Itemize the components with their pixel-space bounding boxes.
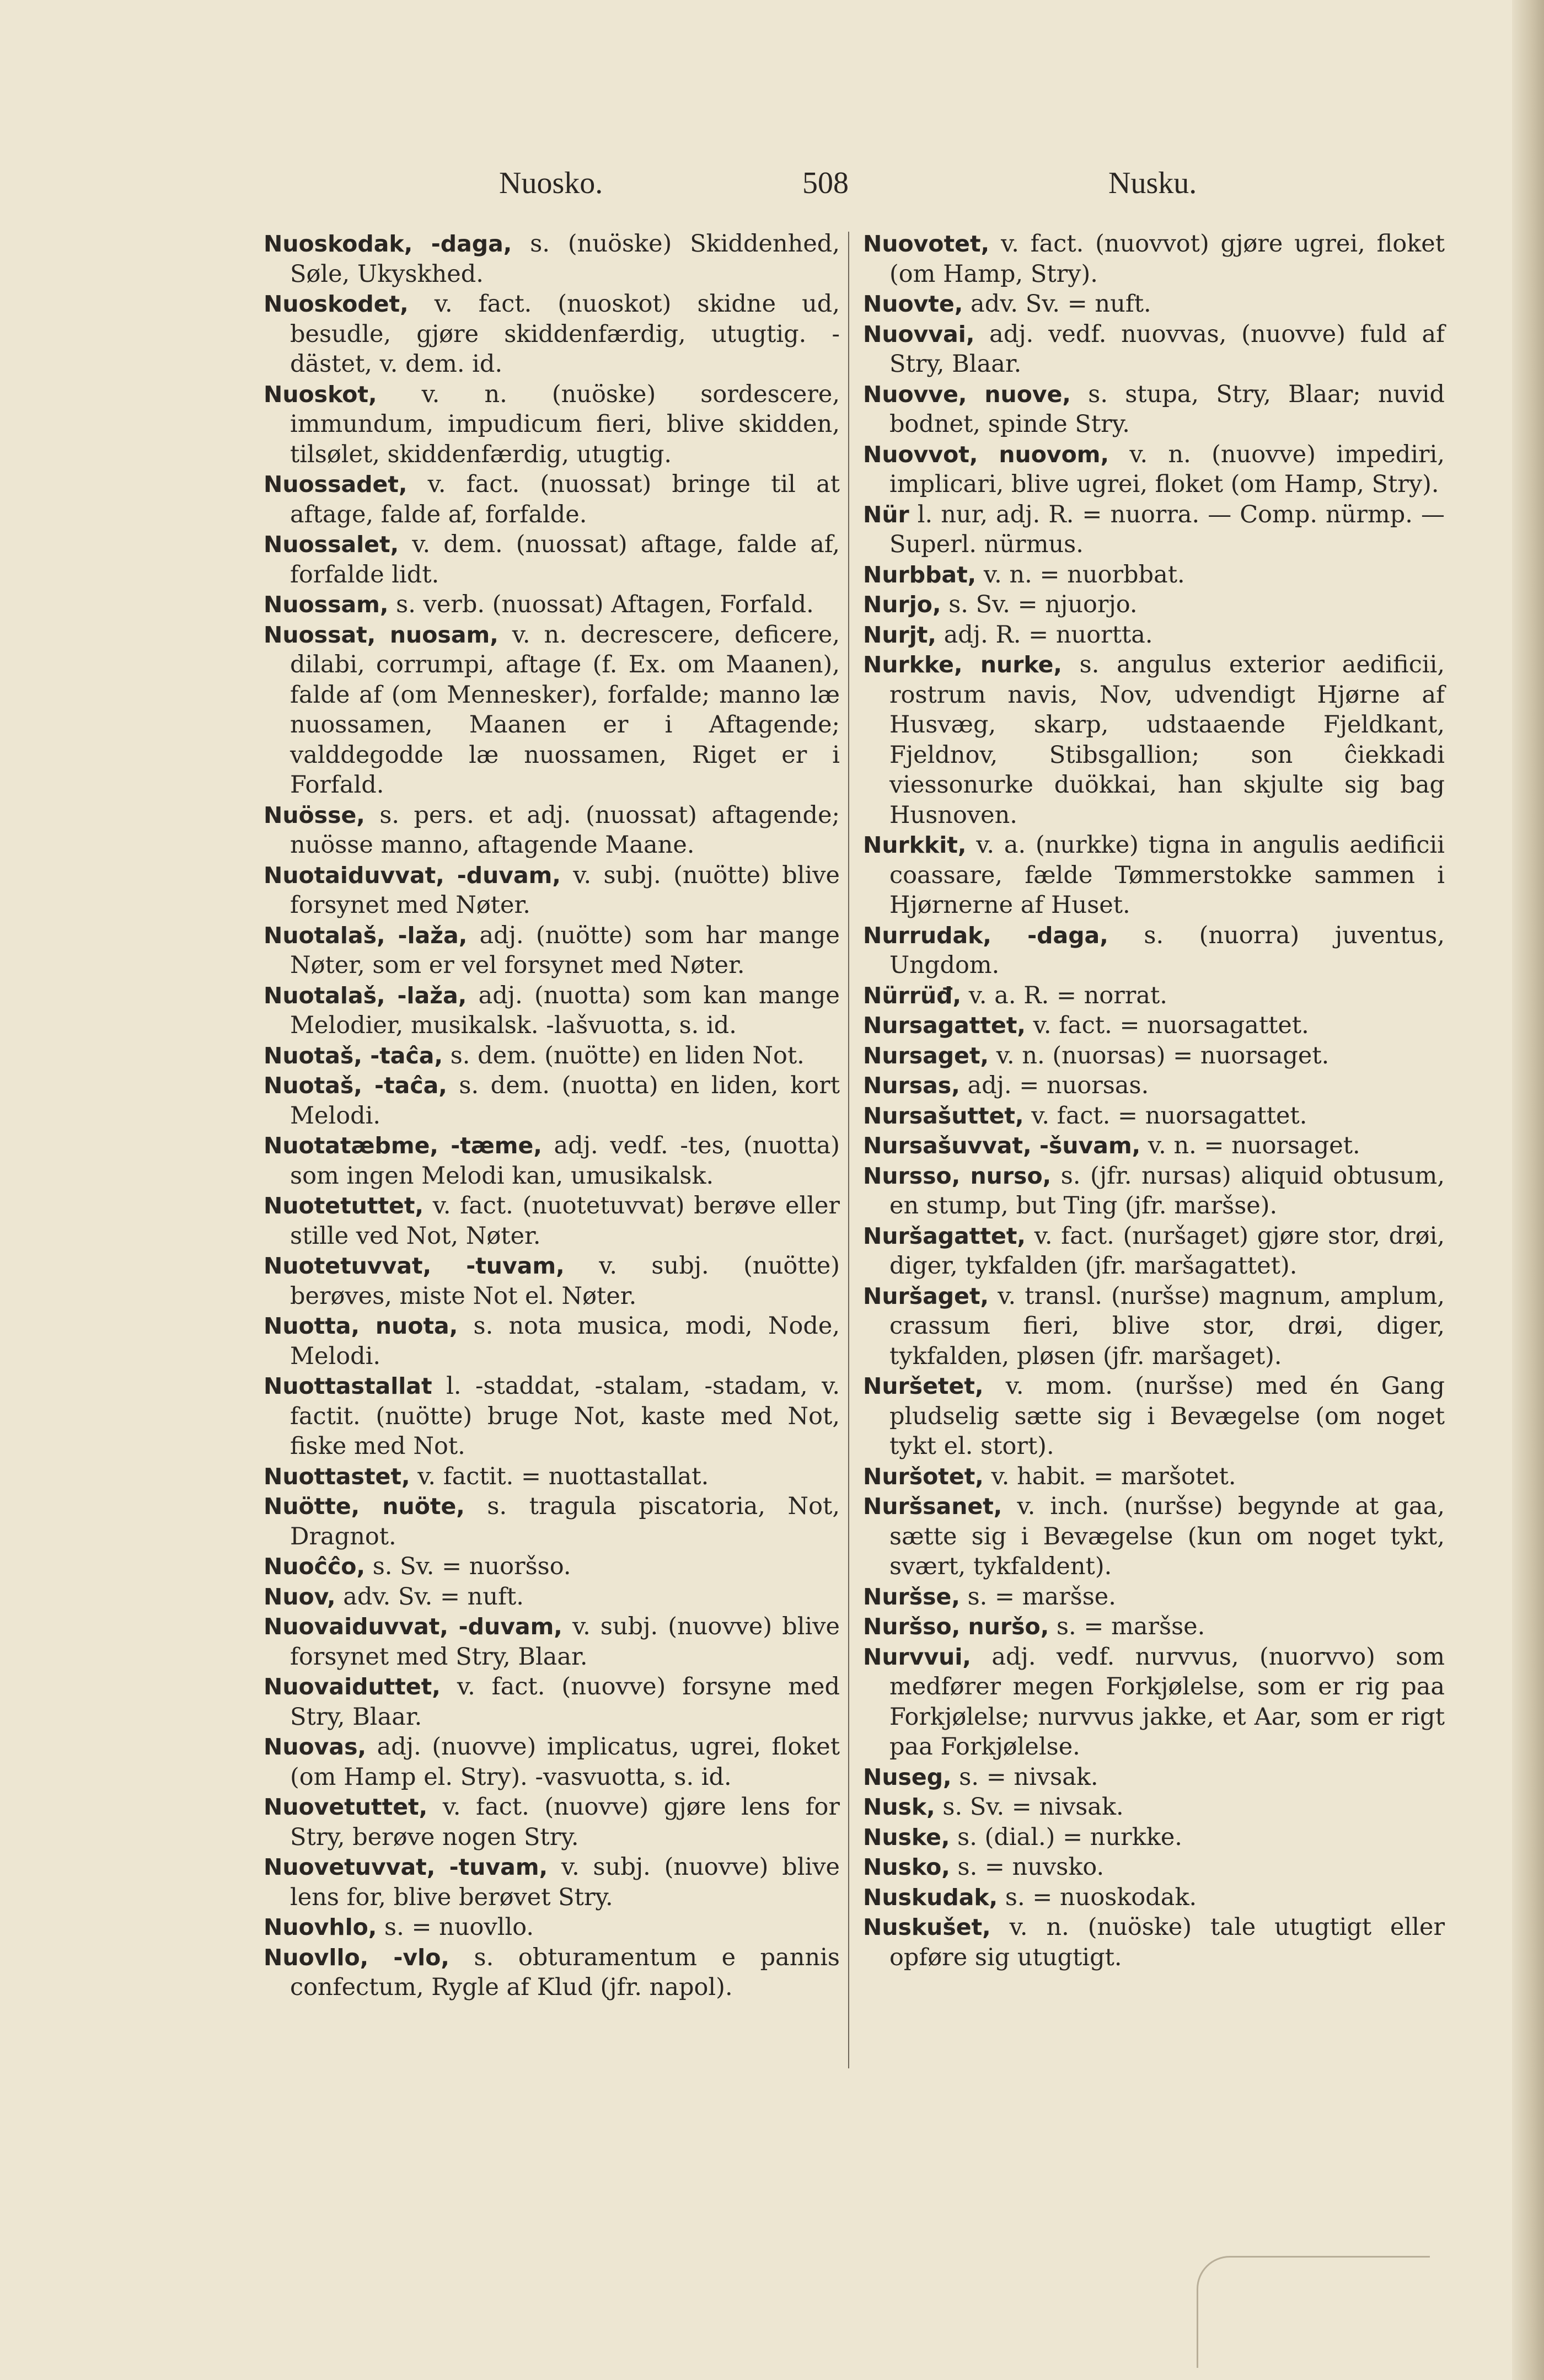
dictionary-entry [264,530,840,590]
entry-definition: s. (nuöske) Skiddenhed, Søle, Ukyskhed. [290,230,840,288]
entry-definition: v. transl. (nuršse) magnum, amplum, crassum fieri, blive stor, drøi, diger, tykfalden, pløsen (jfr. maršaget). [889,1282,1445,1370]
entry-definition: v. fact. (nuoskot) skidne ud, besudle, gjøre skiddenfærdig, utugtig. -dästet, v. dem. id. [290,290,840,378]
entry-headword: Nusko, [863,1854,950,1880]
entry-definition: v. n. = nuorsaget. [1140,1132,1360,1159]
entry-headword: Nuovvot, nuovom, [863,441,1109,468]
entry-definition: s. Sv. = nivsak. [935,1793,1124,1821]
entry-definition: adv. Sv. = nuft. [963,290,1151,318]
entry-headword: Nuoskodak, -daga, [264,231,512,257]
entry-definition: v. n. (nuöske) tale utugtigt eller opføre sig utugtigt. [889,1913,1445,1971]
entry-headword: Nuotalaš, -laža, [264,922,468,949]
page-corner-mark [1197,2256,1430,2368]
entry-definition: v. fact. (nuovve) gjøre lens for Stry, berøve nogen Stry. [290,1793,840,1851]
dictionary-entry [863,1131,1445,1161]
entry-headword: Nuossadet, [264,471,408,498]
entry-headword: Nurvvui, [863,1643,971,1670]
dictionary-entry [863,560,1445,590]
entry-definition: v. subj. (nuovve) blive lens for, blive berøvet Stry. [290,1853,840,1911]
entry-definition: v. fact. (nuovve) forsyne med Stry, Blaar. [290,1673,840,1731]
dictionary-entry [264,1912,840,1943]
entry-headword: Nuovhlo, [264,1914,377,1940]
entry-headword: Nuoskot, [264,381,377,408]
dictionary-entry [863,379,1445,440]
left-column [264,229,840,2003]
entry-headword: Nursso, nurso, [863,1162,1052,1189]
entry-definition: s. = nuvsko. [950,1853,1105,1881]
entry-headword: Nuovve, nuove, [863,381,1071,408]
entry-headword: Nuovte, [863,291,963,317]
entry-headword: Nuskudak, [863,1884,998,1911]
entry-headword: Nuoĉĉo, [264,1553,366,1580]
dictionary-entry [863,229,1445,289]
dictionary-entry [863,981,1445,1011]
entry-headword: Nuske, [863,1823,950,1850]
entry-definition: adj. vedf. nuovvas, (nuovve) fuld af Stry, Blaar. [889,320,1445,378]
dictionary-entry [863,1762,1445,1793]
entry-definition: v. factit. = nuottastallat. [410,1462,709,1490]
dictionary-entry [264,800,840,860]
entry-definition: v. fact. (nuršaget) gjøre stor, drøi, diger, tykfalden (jfr. maršagattet). [889,1222,1445,1280]
dictionary-entry [264,860,840,921]
entry-definition: v. mom. (nuršse) med én Gang pludselig sætte sig i Bevægelse (om noget tykt el. stort). [889,1372,1445,1460]
header-left-word: Nuosko. [499,166,603,200]
dictionary-entry [863,1582,1445,1612]
dictionary-entry [863,1642,1445,1762]
entry-headword: Nuovvai, [863,320,975,347]
entry-headword: Nuotetuttet, [264,1192,424,1219]
dictionary-entry [264,590,840,620]
dictionary-entry [863,620,1445,650]
entry-headword: Nuovetuvvat, -tuvam, [264,1854,548,1880]
entry-headword: Nursašuttet, [863,1102,1024,1129]
entry-definition: s. (jfr. nursas) aliquid obtusum, en stump, but Ting (jfr. maršse). [889,1162,1445,1220]
dictionary-entry [863,1822,1445,1853]
entry-headword: Nuovas, [264,1734,367,1760]
dictionary-entry [863,1101,1445,1131]
entry-definition: l. nur, adj. R. = nuorra. — Comp. nürmp. — Superl. nürmus. [889,500,1445,558]
entry-headword: Nuotetuvvat, -tuvam, [264,1253,565,1279]
dictionary-entry [264,1491,840,1552]
dictionary-entry [863,921,1445,981]
entry-headword: Nuotaš, -taĉa, [264,1072,447,1099]
dictionary-entry [264,1041,840,1071]
entry-headword: Nuršotet, [863,1463,984,1490]
entry-headword: Nuovaiduvvat, -duvam, [264,1613,562,1640]
entry-definition: s. tragula piscatoria, Not, Dragnot. [290,1493,840,1550]
entry-definition: l. -staddat, -stalam, -stadam, v. factit. (nuötte) bruge Not, kaste med Not, fiske med Not. [290,1372,840,1460]
entry-definition: v. fact. (nuovvot) gjøre ugrei, floket (om Hamp, Stry). [889,230,1445,288]
entry-definition: s. verb. (nuossat) Aftagen, Forfald. [388,591,814,618]
entry-definition: s. (dial.) = nurkke. [950,1823,1182,1851]
entry-definition: s. pers. et adj. (nuossat) aftagende; nuösse manno, aftagende Maane. [290,801,840,859]
page-number: 508 [802,166,849,200]
dictionary-entry [264,1732,840,1792]
entry-headword: Nuossalet, [264,531,399,558]
dictionary-entry [863,1882,1445,1913]
entry-definition: v. n. (nuorsas) = nuorsaget. [989,1041,1329,1069]
entry-definition: v. fact. (nuotetuvvat) berøve eller stille ved Not, Nøter. [290,1192,840,1250]
entry-headword: Nuovllo, -vlo, [264,1944,449,1971]
dictionary-entry [264,1462,840,1492]
dictionary-entry [863,1852,1445,1882]
entry-definition: s. Sv. = nuoršso. [365,1553,571,1580]
entry-definition: adj. vedf. nurvvus, (nuorvvo) som medfører megen Forkjølelse, som er rig paa Forkjølelse; nurvvus jakke, et Aar, som er rigt paa Forkjølelse. [889,1643,1445,1761]
entry-definition: v. n. (nuöske) sordescere, immundum, impudicum fieri, blive skidden, tilsølet, skiddenfærdig, utugtig. [290,380,840,468]
dictionary-entry [863,830,1445,921]
entry-headword: Nuotta, nuota, [264,1313,458,1339]
entry-headword: Nursas, [863,1072,960,1099]
dictionary-entry [863,1912,1445,1972]
page-edge [1512,0,1544,2380]
right-column [863,229,1445,1972]
dictionary-entry [863,590,1445,620]
dictionary-entry [863,1041,1445,1071]
entry-headword: Nuovetuttet, [264,1794,428,1820]
entry-headword: Nurrudak, -daga, [863,922,1108,949]
entry-headword: Nurjo, [863,591,941,618]
entry-definition: v. a. R. = norrat. [961,981,1167,1009]
dictionary-entry [863,1792,1445,1822]
dictionary-entry [863,319,1445,379]
dictionary-entry [264,229,840,289]
entry-headword: Nuotaš, -taĉa, [264,1042,443,1069]
dictionary-entry [264,1071,840,1131]
entry-headword: Nuoskodet, [264,291,409,317]
dictionary-entry [264,1251,840,1311]
dictionary-entry [863,1071,1445,1101]
entry-definition: v. n. (nuovve) impediri, implicari, blive ugrei, floket (om Hamp, Stry). [889,440,1445,498]
entry-headword: Nursagattet, [863,1012,1026,1039]
dictionary-entry [863,440,1445,500]
entry-headword: Nuotalaš, -laža, [264,982,467,1009]
entry-headword: Nuov, [264,1583,336,1610]
dictionary-entry [863,1161,1445,1221]
entry-headword: Nuottastallat [264,1373,432,1399]
entry-definition: adj. (nuotta) som kan mange Melodier, musikalsk. -lašvuotta, s. id. [290,981,840,1039]
entry-definition: v. fact. (nuossat) bringe til at aftage, falde af, forfalde. [290,470,840,528]
entry-definition: adj. vedf. -tes, (nuotta) som ingen Melodi kan, umusikalsk. [290,1132,840,1190]
entry-definition: s. = nivsak. [951,1763,1098,1791]
entry-headword: Nurkkit, [863,832,967,858]
entry-headword: Nuršagattet, [863,1222,1026,1249]
entry-headword: Nuseg, [863,1763,952,1790]
entry-definition: s. = nuoskodak. [998,1883,1197,1911]
entry-definition: s. Sv. = njuorjo. [941,591,1138,618]
dictionary-entry [264,1672,840,1732]
entry-headword: Nuotatæbme, -tæme, [264,1132,542,1159]
dictionary-entry [264,1943,840,2003]
entry-headword: Nurjt, [863,621,936,648]
entry-definition: s. stupa, Stry, Blaar; nuvid bodnet, spinde Stry. [889,380,1445,438]
dictionary-entry [264,469,840,530]
entry-headword: Nuotaiduvvat, -duvam, [264,862,561,889]
dictionary-entry [264,1582,840,1612]
entry-headword: Nuovotet, [863,231,990,257]
entry-headword: Nuovaiduttet, [264,1673,441,1700]
entry-definition: v. n. decrescere, deficere, dilabi, corrumpi, aftage (f. Ex. om Maanen), falde af (om Mennesker), forfalde; manno læ nuossamen, Maanen er i Aftagende; valddegodde læ nuossamen, Riget er i Forfald. [290,621,840,799]
entry-headword: Nuršaget, [863,1282,989,1309]
dictionary-entry [863,289,1445,319]
entry-headword: Nuossat, nuosam, [264,621,498,648]
dictionary-entry [863,1281,1445,1372]
entry-definition: v. subj. (nuötte) blive forsynet med Nøter. [290,861,840,919]
column-divider [848,232,849,2068]
entry-headword: Nurbbat, [863,561,977,588]
entry-headword: Nuršsanet, [863,1493,1002,1520]
dictionary-entry [264,1191,840,1251]
dictionary-entry [264,379,840,470]
entry-headword: Nuskušet, [863,1914,991,1940]
entry-headword: Nursaget, [863,1042,989,1069]
entry-definition: v. subj. (nuovve) blive forsynet med Stry, Blaar. [290,1613,840,1671]
dictionary-entry [264,1612,840,1672]
header-right-word: Nusku. [1108,166,1197,200]
entry-headword: Nuršetet, [863,1373,984,1399]
entry-definition: s. nota musica, modi, Node, Melodi. [290,1312,840,1370]
dictionary-entry [264,289,840,379]
dictionary-entry [863,1371,1445,1462]
entry-definition: s. angulus exterior aedificii, rostrum navis, Nov, udvendigt Hjørne af Husvæg, skarp, udstaaende Fjeldkant, Fjeldnov, Stibsgallion; son ĉiekkadi viessonurke duökkai, han skjulte sig bag Husnoven. [889,651,1445,829]
entry-headword: Nuötte, nuöte, [264,1493,465,1520]
entry-definition: adj. (nuovve) implicatus, ugrei, floket (om Hamp el. Stry). -vasvuotta, s. id. [290,1733,840,1791]
entry-definition: v. n. = nuorbbat. [976,560,1185,589]
entry-headword: Nürrüđ, [863,982,962,1009]
entry-definition: s. (nuorra) juventus, Ungdom. [889,921,1445,979]
entry-definition: v. subj. (nuötte) berøves, miste Not el. Nøter. [290,1252,840,1310]
dictionary-entry [264,620,840,800]
entry-definition: s. = maršse. [959,1582,1116,1611]
dictionary-entry [863,1491,1445,1582]
entry-definition: s. dem. (nuotta) en liden, kort Melodi. [290,1072,840,1130]
entry-definition: s. dem. (nuötte) en liden Not. [443,1041,805,1069]
dictionary-entry [863,1612,1445,1642]
entry-definition: adj. (nuötte) som har mange Nøter, som er vel forsynet med Nøter. [290,921,840,979]
dictionary-entry [264,981,840,1041]
entry-headword: Nuršso, nuršo, [863,1613,1049,1640]
entry-headword: Nuottastet, [264,1463,410,1490]
entry-definition: s. = maršse. [1049,1613,1205,1640]
dictionary-entry [264,1552,840,1582]
dictionary-entry [863,650,1445,830]
entry-definition: s. = nuovllo. [377,1913,534,1941]
dictionary-entry [863,1010,1445,1041]
entry-definition: v. habit. = maršotet. [983,1462,1236,1490]
dictionary-entry [264,1852,840,1912]
dictionary-entry [264,1371,840,1462]
entry-definition: v. a. (nurkke) tigna in angulis aedificii coassare, fælde Tømmerstokke sammen i Hjørnerne af Huset. [889,831,1445,919]
entry-headword: Nusk, [863,1794,935,1820]
entry-definition: v. fact. = nuorsagattet. [1023,1101,1307,1130]
entry-definition: v. dem. (nuossat) aftage, falde af, forfalde lidt. [290,531,840,589]
dictionary-entry [863,1462,1445,1492]
entry-headword: Nurkke, nurke, [863,651,1062,678]
entry-headword: Nuossam, [264,591,389,618]
entry-definition: v. fact. = nuorsagattet. [1026,1012,1309,1039]
running-header [0,165,1544,215]
entry-definition: v. inch. (nuršse) begynde at gaa, sætte sig i Bevægelse (kun om noget tykt, svært, tykfaldent). [889,1493,1445,1580]
entry-headword: Nursašuvvat, -šuvam, [863,1132,1141,1159]
dictionary-entry [863,1221,1445,1281]
entry-headword: Nuršse, [863,1583,960,1610]
dictionary-entry [264,1311,840,1371]
entry-headword: Nuösse, [264,801,365,828]
entry-headword: Nür [863,501,909,528]
entry-definition: adj. = nuorsas. [959,1072,1149,1099]
dictionary-entry [264,921,840,981]
dictionary-entry [264,1792,840,1852]
entry-definition: s. obturamentum e pannis confectum, Rygle af Klud (jfr. napol). [290,1943,840,2001]
entry-definition: adv. Sv. = nuft. [335,1582,524,1611]
dictionary-entry [264,1131,840,1191]
dictionary-entry [863,500,1445,560]
entry-definition: adj. R. = nuortta. [936,621,1153,649]
